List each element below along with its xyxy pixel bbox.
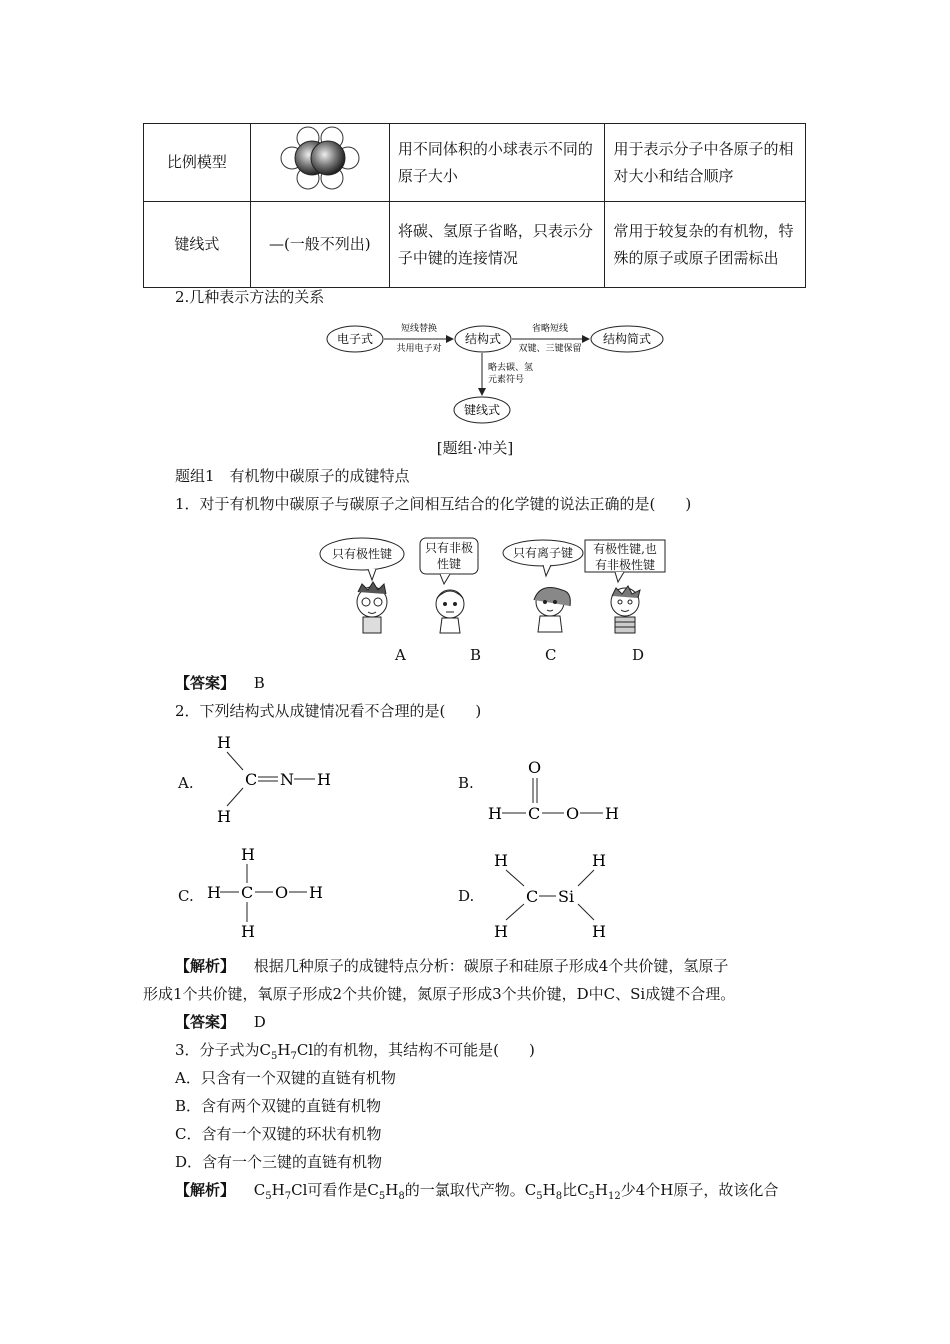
atom: H bbox=[217, 733, 231, 752]
q2-stem: 2．下列结构式从成键情况看不合理的是( ) bbox=[175, 702, 482, 720]
q3-stem bbox=[175, 1040, 535, 1067]
bond bbox=[578, 904, 594, 920]
atom: H bbox=[592, 922, 606, 941]
structure-a bbox=[205, 730, 355, 830]
bubble-text-d bbox=[585, 541, 665, 573]
group-header: [题组·冲关] bbox=[436, 439, 514, 457]
formula-part: Cl可看作是C bbox=[291, 1181, 379, 1199]
representation-table bbox=[143, 123, 806, 288]
bubble-line: 有非极性键 bbox=[594, 558, 655, 572]
row-usage: 常用于较复杂的有机物，特殊的原子或原子团需标出 bbox=[605, 202, 806, 288]
q2-analysis-cont: 形成1个共价键，氧原子形成2个共价键，氮原子形成3个共价键，D中C、Si成键不合理。 bbox=[143, 985, 736, 1003]
atom: H bbox=[317, 770, 331, 789]
group-title: 题组1 有机物中碳原子的成键特点 bbox=[175, 467, 410, 485]
option-label: B bbox=[470, 646, 482, 664]
bond bbox=[227, 788, 243, 806]
space-filling-model-icon bbox=[278, 126, 362, 190]
q1-answer bbox=[175, 673, 265, 693]
subscript: 7 bbox=[284, 1191, 292, 1202]
edge-label: 元素符号 bbox=[488, 375, 525, 385]
q1-stem: 1．对于有机物中碳原子与碳原子之间相互结合的化学键的说法正确的是( ) bbox=[175, 495, 692, 513]
row-method: 用不同体积的小球表示不同的原子大小 bbox=[389, 124, 605, 202]
cartoon-boy-d-icon bbox=[611, 586, 640, 633]
atom: H bbox=[592, 851, 606, 870]
analysis-label: 【解析】 bbox=[175, 957, 236, 975]
bond bbox=[578, 870, 594, 886]
atom: C bbox=[245, 770, 258, 789]
edge-label: 短线替换 bbox=[400, 324, 438, 334]
option-label: A bbox=[395, 646, 406, 664]
bond bbox=[227, 752, 243, 770]
formula-part: H bbox=[594, 1181, 609, 1199]
row-name: 比例模型 bbox=[144, 124, 251, 202]
option-label: C. bbox=[178, 887, 194, 905]
option-label: C bbox=[545, 646, 557, 664]
table-row bbox=[144, 202, 806, 288]
formula-part: H bbox=[271, 1181, 285, 1199]
atom: N bbox=[280, 770, 294, 789]
edge-label: 双键、三键保留 bbox=[518, 344, 582, 354]
q3-option-c: C．含有一个双键的环状有机物 bbox=[175, 1125, 382, 1143]
atom: H bbox=[494, 922, 508, 941]
bond bbox=[506, 904, 524, 920]
q2-analysis bbox=[175, 956, 728, 976]
edge-label: 略去碳、氢 bbox=[488, 363, 534, 373]
atom: O bbox=[566, 804, 580, 823]
option-label: B. bbox=[458, 774, 474, 792]
edge-label: 省略短线 bbox=[531, 324, 569, 334]
cartoon-boy-b-icon bbox=[436, 590, 464, 633]
row-name: 键线式 bbox=[144, 202, 251, 288]
edge-label: 共用电子对 bbox=[396, 344, 442, 354]
subscript: 5 bbox=[271, 1051, 278, 1062]
relation-diagram bbox=[320, 318, 670, 428]
answer-label: 【答案】 bbox=[175, 674, 236, 692]
q3-option-a: A．只含有一个双键的直链有机物 bbox=[175, 1069, 396, 1087]
answer-value: D bbox=[253, 1013, 266, 1031]
formula-part: 少4个H原子，故该化合 bbox=[620, 1181, 779, 1199]
subscript: 12 bbox=[608, 1191, 621, 1202]
table-row bbox=[144, 124, 806, 202]
bubble-line: 性键 bbox=[436, 557, 461, 571]
node-label: 电子式 bbox=[336, 332, 374, 346]
option-label: A. bbox=[178, 774, 194, 792]
q2-answer bbox=[175, 1012, 266, 1032]
q3-analysis bbox=[175, 1180, 778, 1207]
option-label: D. bbox=[458, 887, 475, 905]
bubble-line: 有极性键,也 bbox=[593, 542, 657, 556]
atom: H bbox=[217, 807, 231, 826]
atom: H bbox=[241, 922, 255, 941]
section-title: 2.几种表示方法的关系 bbox=[175, 288, 325, 306]
row-method: 将碳、氢原子省略，只表示分子中键的连接情况 bbox=[389, 202, 605, 288]
analysis-text: 根据几种原子的成键特点分析：碳原子和硅原子形成4个共价键，氢原子 bbox=[253, 957, 729, 975]
atom: H bbox=[207, 883, 221, 902]
formula-part: 比C bbox=[562, 1181, 589, 1199]
answer-label: 【答案】 bbox=[175, 1013, 236, 1031]
subscript: 7 bbox=[290, 1051, 297, 1062]
stem-text: Cl的有机物，其结构不可能是( ) bbox=[296, 1041, 535, 1059]
node-label: 结构式 bbox=[464, 332, 502, 346]
row-example bbox=[250, 124, 389, 202]
cartoon-girl-c-icon bbox=[534, 588, 570, 632]
option-label: D bbox=[632, 646, 645, 664]
analysis-text bbox=[253, 1181, 779, 1202]
node-label: 键线式 bbox=[463, 403, 501, 417]
cartoon-boy-a-icon bbox=[357, 582, 387, 633]
q3-option-d: D．含有一个三键的直链有机物 bbox=[175, 1153, 383, 1171]
atom: C bbox=[528, 804, 541, 823]
atom: H bbox=[488, 804, 502, 823]
bubble-line: 只有非极 bbox=[424, 541, 473, 555]
row-example: —(一般不列出) bbox=[250, 202, 389, 288]
atom: C bbox=[526, 887, 539, 906]
bubble-text-c: 只有离子键 bbox=[512, 546, 573, 560]
stem-text: 3．分子式为C bbox=[175, 1041, 272, 1059]
atom: H bbox=[309, 883, 323, 902]
subscript: 5 bbox=[536, 1191, 543, 1202]
bubble-text-b bbox=[420, 540, 478, 572]
subscript: 8 bbox=[555, 1191, 563, 1202]
atom: C bbox=[241, 883, 254, 902]
atom: Si bbox=[558, 887, 575, 906]
node-label: 结构简式 bbox=[602, 332, 652, 346]
atom: O bbox=[528, 758, 542, 777]
q3-option-b: B．含有两个双键的直链有机物 bbox=[175, 1097, 382, 1115]
answer-value: B bbox=[253, 674, 265, 692]
row-usage: 用于表示分子中各原子的相对大小和结合顺序 bbox=[605, 124, 806, 202]
subscript: 5 bbox=[588, 1191, 595, 1202]
atom: H bbox=[494, 851, 508, 870]
atom: H bbox=[241, 845, 255, 864]
formula-part: C bbox=[253, 1181, 266, 1199]
subscript: 8 bbox=[398, 1191, 405, 1202]
structure-b bbox=[484, 755, 634, 830]
structure-c bbox=[205, 842, 335, 942]
atom: O bbox=[275, 883, 289, 902]
analysis-label: 【解析】 bbox=[175, 1181, 236, 1199]
structure-d bbox=[488, 848, 618, 944]
formula-part: 的一氯取代产物。C bbox=[404, 1181, 537, 1199]
stem-text: H bbox=[277, 1041, 291, 1059]
subscript: 5 bbox=[378, 1191, 386, 1202]
formula-part: H bbox=[385, 1181, 399, 1199]
subscript: 5 bbox=[265, 1191, 272, 1202]
atom: H bbox=[605, 804, 619, 823]
formula-part: H bbox=[542, 1181, 556, 1199]
bond bbox=[506, 870, 524, 886]
bubble-text-a: 只有极性键 bbox=[331, 547, 392, 561]
